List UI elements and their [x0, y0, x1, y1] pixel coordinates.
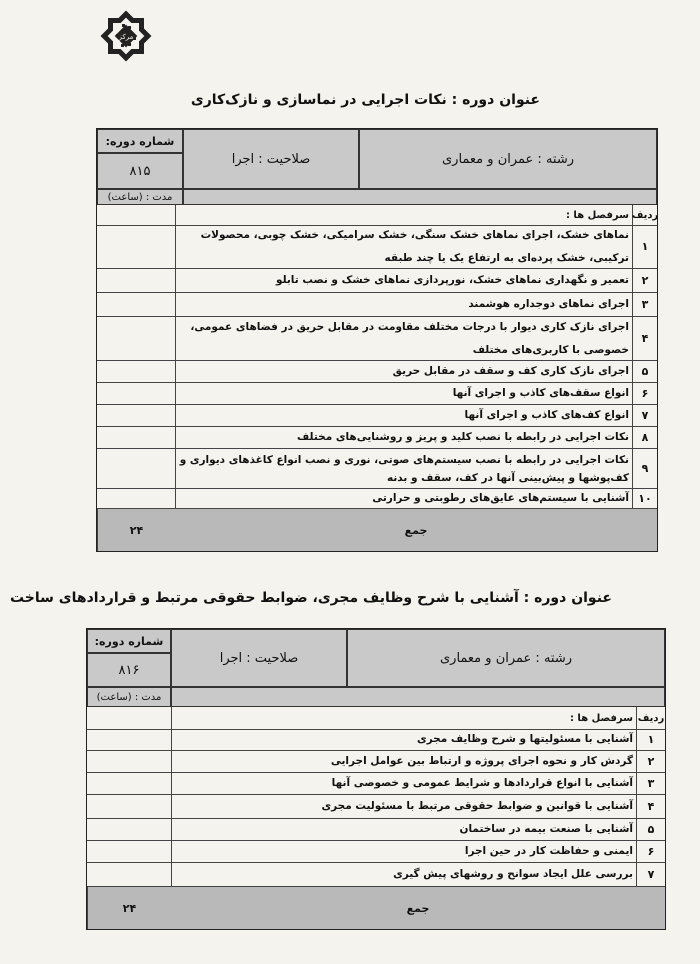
row-number: ۴: [636, 795, 665, 818]
table-row: [87, 729, 665, 751]
row-number: ۴: [632, 317, 657, 360]
competence: صلاحیت : اجرا: [171, 629, 347, 687]
table-row: [97, 383, 657, 405]
field: رشته : عمران و معماری: [359, 129, 657, 189]
row-number: ۶: [636, 841, 665, 862]
row-topic: آشنایی با صنعت بیمه در ساختمان: [459, 823, 633, 835]
row-number: ۶: [632, 383, 657, 404]
row-number: ۷: [632, 405, 657, 426]
logo-text: مرکز: [118, 33, 134, 41]
row-number: ۱۰: [632, 489, 657, 508]
sum-label: جمع: [404, 523, 428, 537]
table-row: [97, 269, 657, 293]
row-topic: نماهای خشک، اجرای نماهای خشک سنگی، خشک سرامیکی، خشک چوبی، محصولات ترکیبی، خشک پرده‌ای به ارتفاع یک یا چند طبقه: [200, 228, 629, 264]
row-number: ۱: [632, 225, 657, 268]
duration-label: مدت : (ساعت): [87, 687, 171, 707]
course-rows: [97, 225, 657, 509]
course-number: ۸۱۶: [87, 653, 171, 687]
radif-label: ردیف: [632, 205, 657, 225]
row-topic: اجرای نماهای دوجداره هوشمند: [468, 298, 629, 310]
sum-row: [87, 887, 665, 929]
row-number: ۳: [632, 293, 657, 316]
row-number: ۹: [632, 449, 657, 488]
course-number-label: شماره دوره:: [97, 129, 183, 153]
table-row: [87, 773, 665, 795]
table-row: [97, 427, 657, 449]
row-number: ۲: [632, 269, 657, 292]
course-number: ۸۱۵: [97, 153, 183, 189]
row-topic: ایمنی و حفاظت کار در حین اجرا: [464, 845, 633, 857]
row-topic: نکات اجرایی در رابطه با نصب کلید و پریز و روشنایی‌های مختلف: [297, 431, 629, 443]
row-number: ۲: [636, 751, 665, 772]
row-topic: آشنایی با سیستم‌های عایق‌های رطوبتی و حرارتی: [372, 492, 629, 504]
table-row: [87, 863, 665, 887]
table-row: [87, 819, 665, 841]
row-topic: آشنایی با قوانین و ضوابط حقوقی مرتبط با مسئولیت مجری: [321, 800, 633, 812]
row-number: ۱: [636, 729, 665, 750]
row-topic: آشنایی با مسئولیتها و شرح وظایف مجری: [417, 733, 633, 745]
table-row: [97, 293, 657, 317]
table-row: [97, 489, 657, 509]
table-row: [87, 841, 665, 863]
course-title: عنوان دوره : آشنایی با شرح وظایف مجری، ضوابط حقوقی مرتبط و قراردادهای ساخت: [9, 590, 612, 606]
row-topic: اجرای نازک کاری دیوار با درجات مختلف مقاومت در مقابل حریق در فضاهای عمومی، خصوصی با کاربری‌های مختلف: [190, 320, 629, 356]
course-title: عنوان دوره : نکات اجرایی در نماسازی و نازک‌کاری: [190, 92, 540, 108]
row-topic: آشنایی با انواع قراردادها و شرایط عمومی و خصوصی آنها: [331, 777, 633, 789]
table-row: [97, 449, 657, 489]
row-number: ۷: [636, 863, 665, 886]
competence: صلاحیت : اجرا: [183, 129, 359, 189]
field: رشته : عمران و معماری: [347, 629, 665, 687]
sum-row: [97, 509, 657, 551]
duration-label: مدت : (ساعت): [97, 189, 183, 205]
table-row: [87, 795, 665, 819]
row-topic: اجرای نازک کاری کف و سقف در مقابل حریق: [392, 365, 629, 377]
sum-value: ۲۴: [97, 509, 175, 551]
row-topic: تعمیر و نگهداری نماهای خشک، نورپردازی نماهای خشک و نصب تابلو: [276, 274, 629, 286]
table-row: [97, 317, 657, 361]
column-header-row: [87, 707, 665, 730]
course-table: [86, 628, 666, 930]
table-row: [87, 751, 665, 773]
row-number: ۸: [632, 427, 657, 448]
radif-label: ردیف: [636, 707, 665, 729]
course-table: [96, 128, 658, 552]
row-topic: بررسی علل ایجاد سوانح و روشهای پیش گیری: [393, 868, 633, 880]
course-number-label: شماره دوره:: [87, 629, 171, 653]
table-row: [97, 225, 657, 269]
table-row: [97, 405, 657, 427]
row-topic: نکات اجرایی در رابطه با نصب سیستم‌های صوتی، نوری و نصب انواع کاغذهای دیواری و کف‌پوشها و پیش‌بینی آنها در کف، سقف و بدنه: [179, 453, 629, 484]
organization-logo-icon: [94, 4, 158, 68]
row-topic: گردش کار و نحوه اجرای پروژه و ارتباط بین عوامل اجرایی: [330, 755, 633, 767]
topics-label: سرفصل ها :: [569, 712, 633, 724]
row-number: ۵: [632, 361, 657, 382]
topics-label: سرفصل ها :: [565, 209, 629, 221]
header-spacer: [171, 687, 665, 707]
row-topic: انواع سقف‌های کاذب و اجرای آنها: [452, 387, 629, 399]
row-topic: انواع کف‌های کاذب و اجرای آنها: [464, 409, 629, 421]
sum-label: جمع: [406, 901, 430, 915]
table-row: [97, 361, 657, 383]
row-number: ۵: [636, 819, 665, 840]
sum-value: ۲۴: [87, 887, 171, 929]
row-number: ۳: [636, 773, 665, 794]
course-rows: [87, 729, 665, 887]
